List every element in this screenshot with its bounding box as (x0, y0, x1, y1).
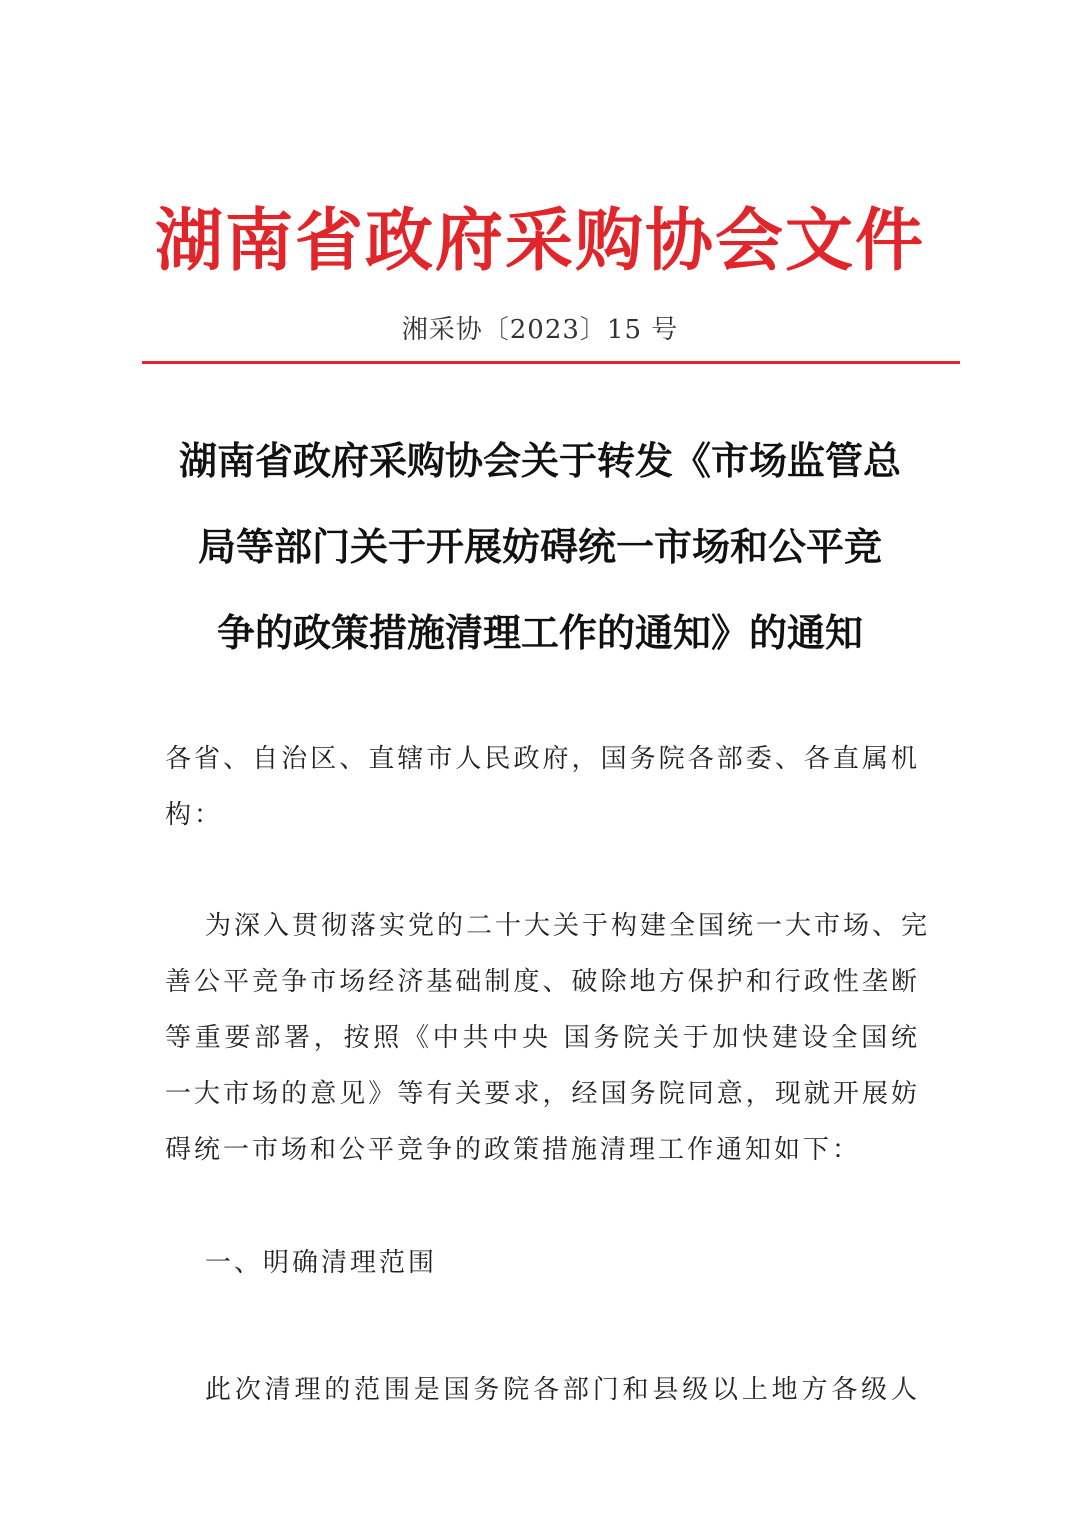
addressee-line: 各省、自治区、直辖市人民政府，国务院各部委、各直属机 (165, 744, 920, 774)
notice-title-line: 争的政策措施清理工作的通知》的通知 (216, 610, 863, 655)
addressee-line: 构： (165, 800, 224, 830)
paragraph-intro (165, 898, 931, 1178)
masthead-title: 湖南省政府采购协会文件 (154, 201, 925, 281)
section-heading-text: 一、明确清理范围 (205, 1248, 438, 1278)
paragraph-line: 等重要部署，按照《中共中央 国务院关于加快建设全国统 (165, 1023, 920, 1053)
red-divider (142, 361, 960, 364)
paragraph-line: 善公平竞争市场经济基础制度、破除地方保护和行政性垄断 (165, 967, 920, 997)
paragraph-line: 碍统一市场和公平竞争的政策措施清理工作通知如下： (165, 1135, 862, 1165)
paragraph-line: 一大市场的意见》等有关要求，经国务院同意，现就开展妨 (165, 1079, 920, 1109)
paragraph-line: 此次清理的范围是国务院各部门和县级以上地方各级人 (205, 1375, 920, 1405)
addressee (165, 731, 920, 843)
paragraph-scope (165, 1362, 920, 1418)
paragraph-line: 为深入贯彻落实党的二十大关于构建全国统一大市场、完 (205, 911, 931, 941)
notice-title-line: 湖南省政府采购协会关于转发《市场监管总 (178, 438, 901, 483)
notice-title (150, 418, 930, 676)
notice-title-line: 局等部门关于开展妨碍统一市场和公平竞 (197, 524, 882, 569)
document-number: 湘采协〔2023〕15 号 (401, 315, 679, 345)
section-heading (165, 1235, 920, 1291)
